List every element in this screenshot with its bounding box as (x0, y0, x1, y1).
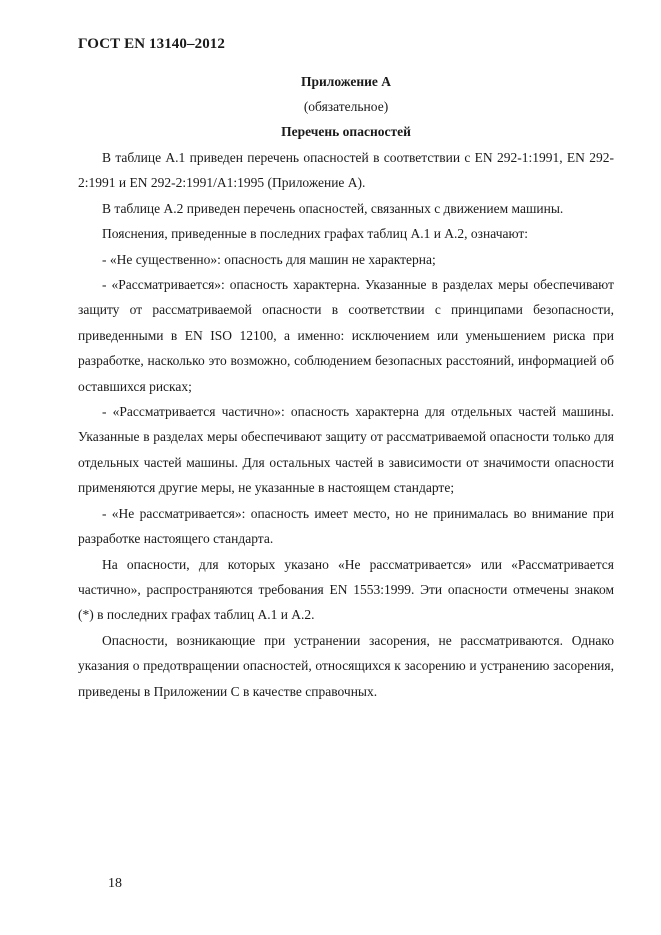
annex-status: (обязательное) (303, 99, 389, 114)
paragraph: Опасности, возникающие при устранении засорения, не рассматриваются. Однако указания о предотвращении опасностей, относящихся к засорению и устранению засорения, приведены в Приложении С в качестве справочных. (78, 632, 614, 699)
document-code: ГОСТ EN 13140–2012 (78, 36, 225, 52)
body-text (78, 145, 614, 704)
paragraph: В таблице А.2 приведен перечень опасностей, связанных с движением машины. (102, 200, 564, 216)
paragraph: На опасности, для которых указано «Не рассматривается» или «Рассматривается частично», распространяются требования EN 1553:1999. Эти опасности отмечены знаком (*) в последних графах таблиц А.1 и А.2. (78, 556, 614, 623)
paragraph: Пояснения, приведенные в последних графах таблиц А.1 и А.2, означают: (102, 226, 529, 242)
list-item: - «Рассматривается частично»: опасность характерна для отдельных частей машины. Указанные в разделах меры обеспечивают защиту от рассматриваемой опасности только для отдельных частей машины. Для остальных частей в зависимости от значимости опасности применяются другие меры, не указанные в настоящем стандарте; (78, 404, 614, 496)
annex-title: Приложение А (300, 74, 392, 89)
annex-subtitle: Перечень опасностей (281, 124, 411, 139)
page-number: 18 (108, 876, 122, 891)
list-item: - «Рассматривается»: опасность характерна. Указанные в разделах меры обеспечивают защиту от рассматриваемой опасности в соответствии с принципами безопасности, приведенными в EN ISO 12100, а именно: исключением или уменьшением риска при разработке, насколько это возможно, соблюдением безопасных расстояний, информацией об оставшихся рисках; (78, 277, 614, 394)
list-item: - «Не существенно»: опасность для машин не характерна; (102, 251, 436, 267)
list-item: - «Не рассматривается»: опасность имеет место, но не принималась во внимание при разработке настоящего стандарта. (78, 505, 614, 547)
paragraph: В таблице А.1 приведен перечень опасностей в соответствии с EN 292-1:1991, EN 292-2:1991 и EN 292-2:1991/А1:1995 (Приложение А). (78, 150, 614, 191)
